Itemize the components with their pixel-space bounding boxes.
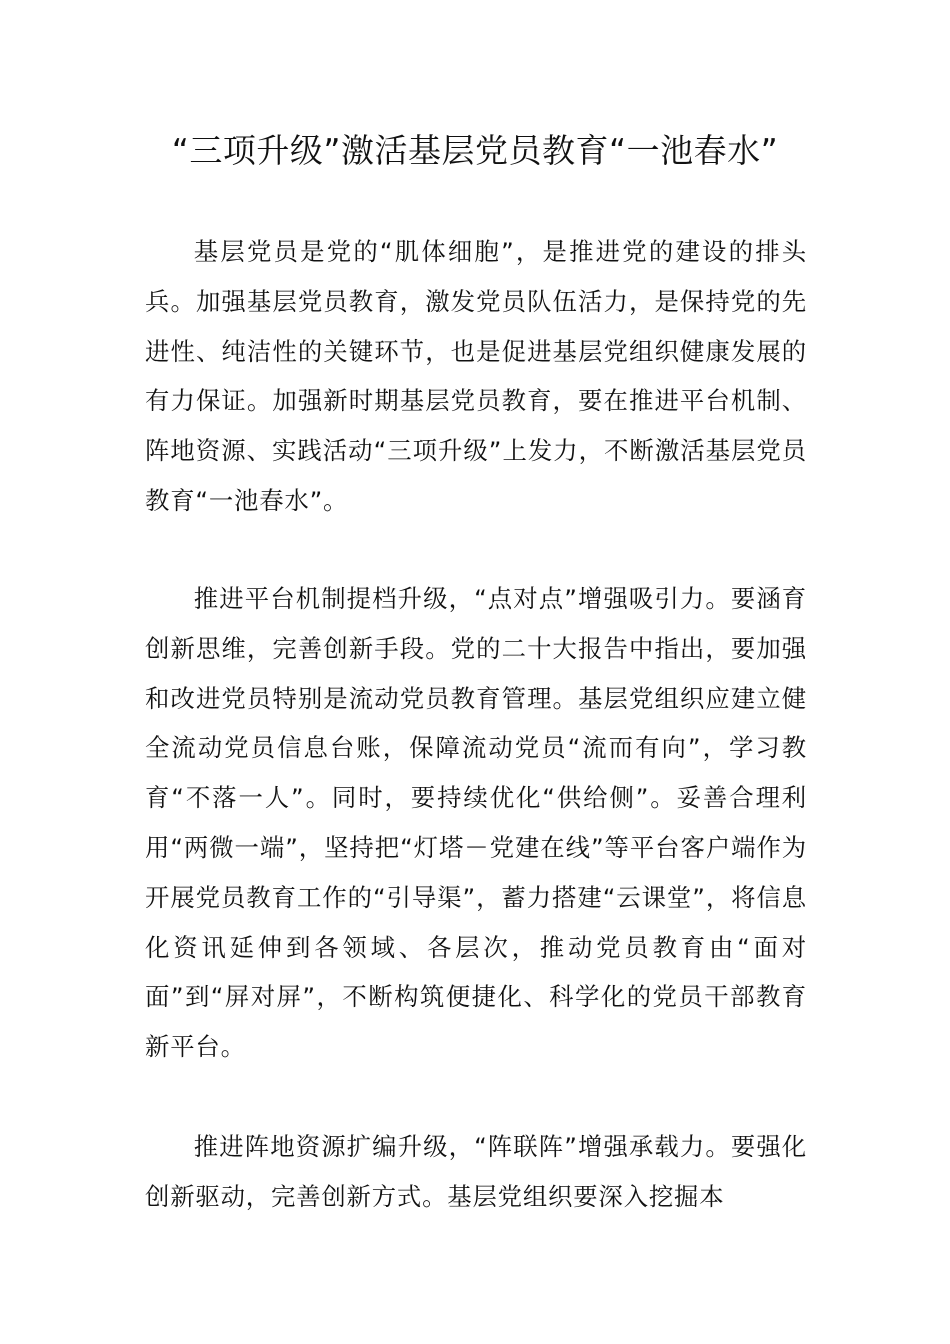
document-title: “三项升级”激活基层党员教育“一池春水” [171,131,779,170]
paragraph-3: 推进阵地资源扩编升级，“阵联阵”增强承载力。要强化创新驱动，完善创新方式。基层党组织要深入挖掘本 [145,1132,807,1211]
paragraph-1: 基层党员是党的“肌体细胞”，是推进党的建设的排头兵。加强基层党员教育，激发党员队伍活力，是保持党的先进性、纯洁性的关键环节，也是促进基层党组织健康发展的有力保证。加强新时期基层党员教育，要在推进平台机制、阵地资源、实践活动“三项升级”上发力，不断激活基层党员教育“一池春水”。 [145,237,807,515]
paragraph-2: 推进平台机制提档升级，“点对点”增强吸引力。要涵育创新思维，完善创新手段。党的二十大报告中指出，要加强和改进党员特别是流动党员教育管理。基层党组织应建立健全流动党员信息台账，保障流动党员“流而有向”，学习教育“不落一人”。同时，要持续优化“供给侧”。妥善合理利用“两微一端”，坚持把“灯塔－党建在线”等平台客户端作为开展党员教育工作的“引导渠”，蓄力搭建“云课堂”，将信息化资讯延伸到各领域、各层次，推动党员教育由“面对面”到“屏对屏”，不断构筑便捷化、科学化的党员干部教育新平台。 [145,584,807,1062]
